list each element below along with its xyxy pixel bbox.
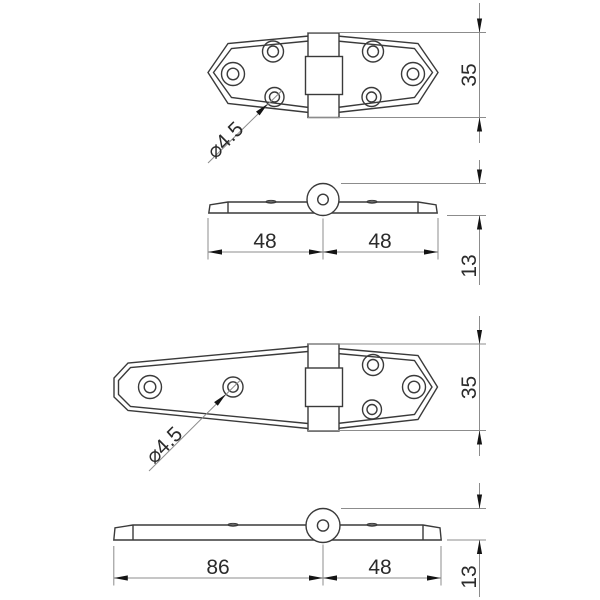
hinge1-left-span-label: 48 xyxy=(253,230,277,253)
hinge2-knuckle-barrel xyxy=(306,509,340,543)
hinge2-top-view xyxy=(114,316,486,471)
hinge2-width-dim-label: 35 xyxy=(458,375,481,400)
hinge2-side-view xyxy=(114,483,486,597)
hinge2-right-leaf-outline xyxy=(337,349,438,429)
hinge2-left-span-label: 86 xyxy=(206,556,230,579)
hinge1-top-view xyxy=(202,3,486,163)
hinge2-right-leaf-inner-outline xyxy=(337,354,432,424)
hinge1-knuckle-middle-segment xyxy=(306,57,343,95)
hinge1-thickness-dimension xyxy=(341,160,486,285)
hinge2-right-span-label: 48 xyxy=(368,556,392,579)
hinge1-right-span-label: 48 xyxy=(368,230,392,253)
hinge2-length-dimensions xyxy=(114,545,441,586)
hinge1-length-dimensions xyxy=(208,218,438,260)
hinge1-hole-callout xyxy=(202,91,282,164)
hinge2-screw-holes xyxy=(139,355,426,420)
hinge2-knuckle-middle-segment xyxy=(306,368,343,407)
hinge1-width-dim-label: 35 xyxy=(458,63,481,87)
hinge2-side-plate xyxy=(114,525,441,540)
hinge2-hole-callout-label: ⌀4.5 xyxy=(141,422,188,469)
hinge1-thickness-label: 13 xyxy=(458,254,481,278)
hinge1-knuckle-barrel xyxy=(307,184,339,216)
hinge1-hole-callout-label: ⌀4.5 xyxy=(202,117,249,164)
hinge1-side-view xyxy=(208,160,486,285)
hinge2-thickness-label: 13 xyxy=(458,565,481,589)
hinge2-strap-leaf-outline xyxy=(114,347,308,429)
